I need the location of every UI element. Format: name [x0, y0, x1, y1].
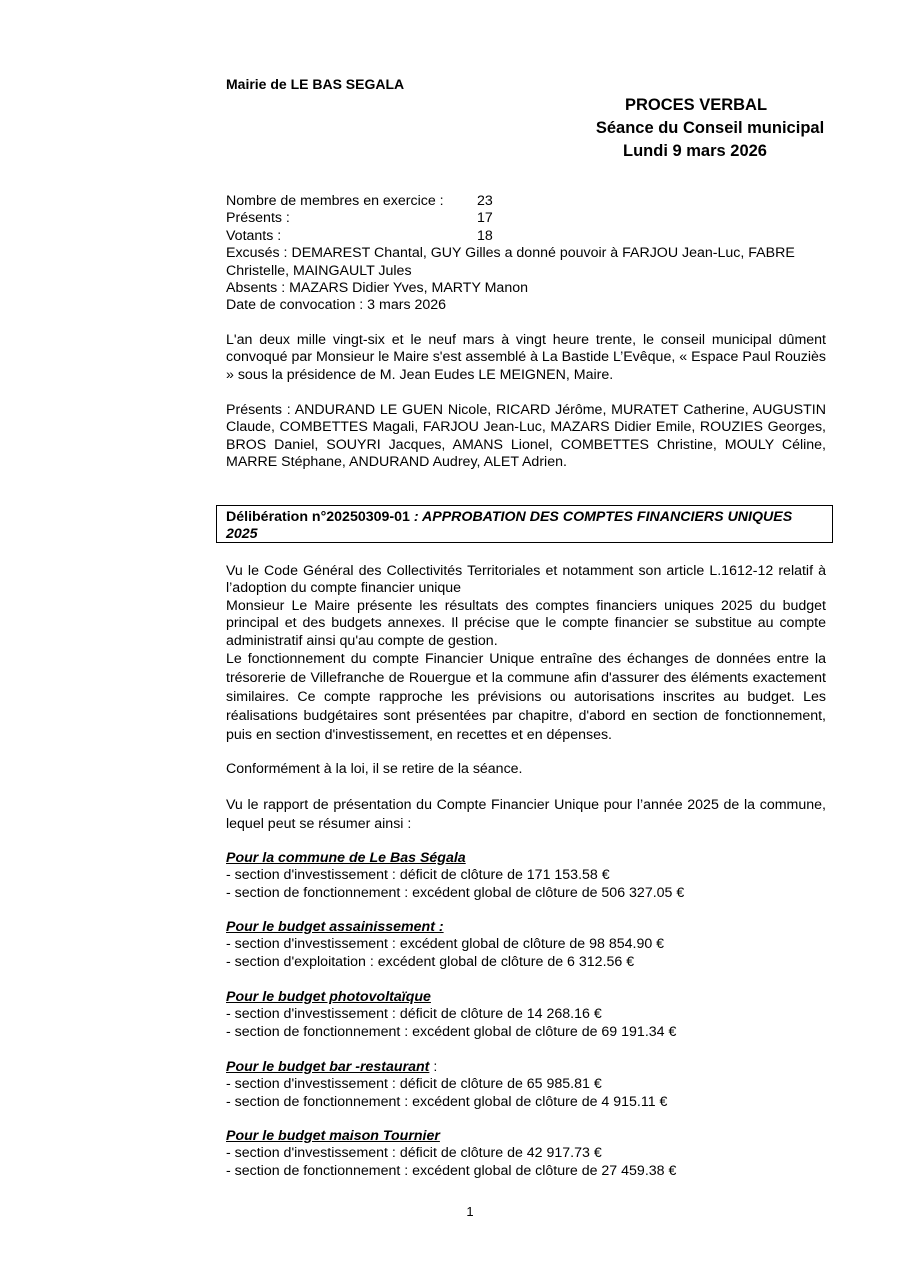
present-value: 17	[477, 210, 493, 227]
members-value: 23	[477, 193, 493, 209]
deliberation-subject: : APPROBATION DES COMPTES FINANCIERS UNIQUES 2025	[226, 509, 793, 543]
budget-heading: Pour le budget photovoltaïque	[226, 989, 431, 1005]
mairie-name: Mairie de LE BAS SEGALA	[226, 76, 405, 92]
deliberation-number: Délibération n°20250309-01	[226, 509, 410, 525]
budget-line: - section d'investissement : excédent global de clôture de 98 854.90 €	[226, 936, 665, 953]
budget-heading-suffix: :	[429, 1059, 438, 1075]
voting-label: Votants :	[226, 227, 282, 244]
budget-section	[226, 1059, 826, 1111]
paragraph-withdraw: Conformément à la loi, il se retire de la séance.	[226, 761, 523, 777]
budget-line: - section de fonctionnement : excédent global de clôture de 27 459.38 €	[226, 1162, 677, 1179]
members-row	[226, 193, 826, 210]
budget-line: - section d'investissement : déficit de clôture de 14 268.16 €	[226, 1006, 602, 1023]
voting-row	[226, 228, 826, 245]
paragraph-report: Vu le rapport de présentation du Compte Financier Unique pour l’année 2025 de la commune, lequel peut se résumer ainsi :	[226, 797, 826, 832]
body-text	[226, 563, 826, 745]
budget-section	[226, 989, 826, 1041]
budget-line: - section de fonctionnement : excédent global de clôture de 506 327.05 €	[226, 884, 685, 901]
paragraph-functioning: Le fonctionnement du compte Financier Unique entraîne des échanges de données entre la trésorerie de Villefranche de Rouergue et la commune afin d'assurer des éléments exactement similaires. Ce compte rapproche les prévisions ou autorisations inscrites au budget. Les réalisations budgétaires sont présentées par chapitre, d'abord en section de fonctionnement, puis en section d'investissement, en recettes et en dépenses.	[226, 651, 826, 744]
budget-line: - section d'investissement : déficit de clôture de 171 153.58 €	[226, 867, 610, 884]
page-number: 1	[466, 1204, 474, 1219]
absent-line: Absents : MAZARS Didier Yves, MARTY Manon	[226, 280, 528, 297]
convocation-line: Date de convocation : 3 mars 2026	[226, 297, 447, 314]
budget-section	[226, 919, 826, 971]
present-list: Présents : ANDURAND LE GUEN Nicole, RICARD Jérôme, MURATET Catherine, AUGUSTIN Claude, COMBETTES Magali, FARJOU Jean-Luc, MAZARS Didier Emile, ROUZIES Georges, BROS Daniel, SOUYRI Jacques, AMANS Lionel, COMBETTES Christine, MOULY Céline, MARRE Stéphane, ANDURAND Audrey, ALET Adrien.	[226, 402, 826, 471]
budget-section	[226, 850, 826, 902]
paragraph-results: Monsieur Le Maire présente les résultats des comptes financiers uniques 2025 du budget principal et des budgets annexes. Il précise que le compte financier se substitue au compte administratif ainsi qu'au compte de gestion.	[226, 597, 826, 649]
budget-heading: Pour le budget maison Tournier	[226, 1128, 440, 1144]
budget-section	[226, 1128, 826, 1180]
members-label: Nombre de membres en exercice :	[226, 193, 444, 209]
budget-line: - section d'investissement : déficit de clôture de 65 985.81 €	[226, 1076, 602, 1093]
budget-line: - section de fonctionnement : excédent global de clôture de 4 915.11 €	[226, 1093, 668, 1110]
title-block	[520, 94, 900, 163]
session-title: Séance du Conseil municipal	[595, 119, 825, 137]
attendance-block	[226, 193, 826, 315]
budget-line: - section d'exploitation : excédent global de clôture de 6 312.56 €	[226, 953, 635, 970]
present-row	[226, 210, 826, 227]
budget-line: - section de fonctionnement : excédent global de clôture de 69 191.34 €	[226, 1023, 677, 1040]
deliberation-box	[216, 505, 833, 543]
budget-heading: Pour la commune de Le Bas Ségala	[226, 850, 466, 866]
voting-value: 18	[477, 227, 493, 244]
budget-heading: Pour le budget assainissement :	[226, 919, 444, 935]
budget-heading: Pour le budget bar -restaurant	[226, 1059, 430, 1075]
present-label: Présents :	[226, 210, 290, 227]
doc-title: PROCES VERBAL	[624, 96, 768, 114]
paragraph-code: Vu le Code Général des Collectivités Territoriales et notamment son article L.1612-12 relatif à l’adoption du compte financier unique	[226, 563, 826, 597]
excused-line: Excusés : DEMAREST Chantal, GUY Gilles a donné pouvoir à FARJOU Jean-Luc, FABRE Christelle, MAINGAULT Jules	[226, 245, 795, 279]
session-date: Lundi 9 mars 2026	[623, 142, 767, 160]
budget-line: - section d'investissement : déficit de clôture de 42 917.73 €	[226, 1145, 602, 1162]
intro-paragraph: L'an deux mille vingt-six et le neuf mars à vingt heure trente, le conseil municipal dûment convoqué par Monsieur le Maire s'est assemblé à La Bastide L’Evêque, « Espace Paul Rouziès » sous la présidence de M. Jean Eudes LE MEIGNEN, Maire.	[226, 332, 826, 383]
